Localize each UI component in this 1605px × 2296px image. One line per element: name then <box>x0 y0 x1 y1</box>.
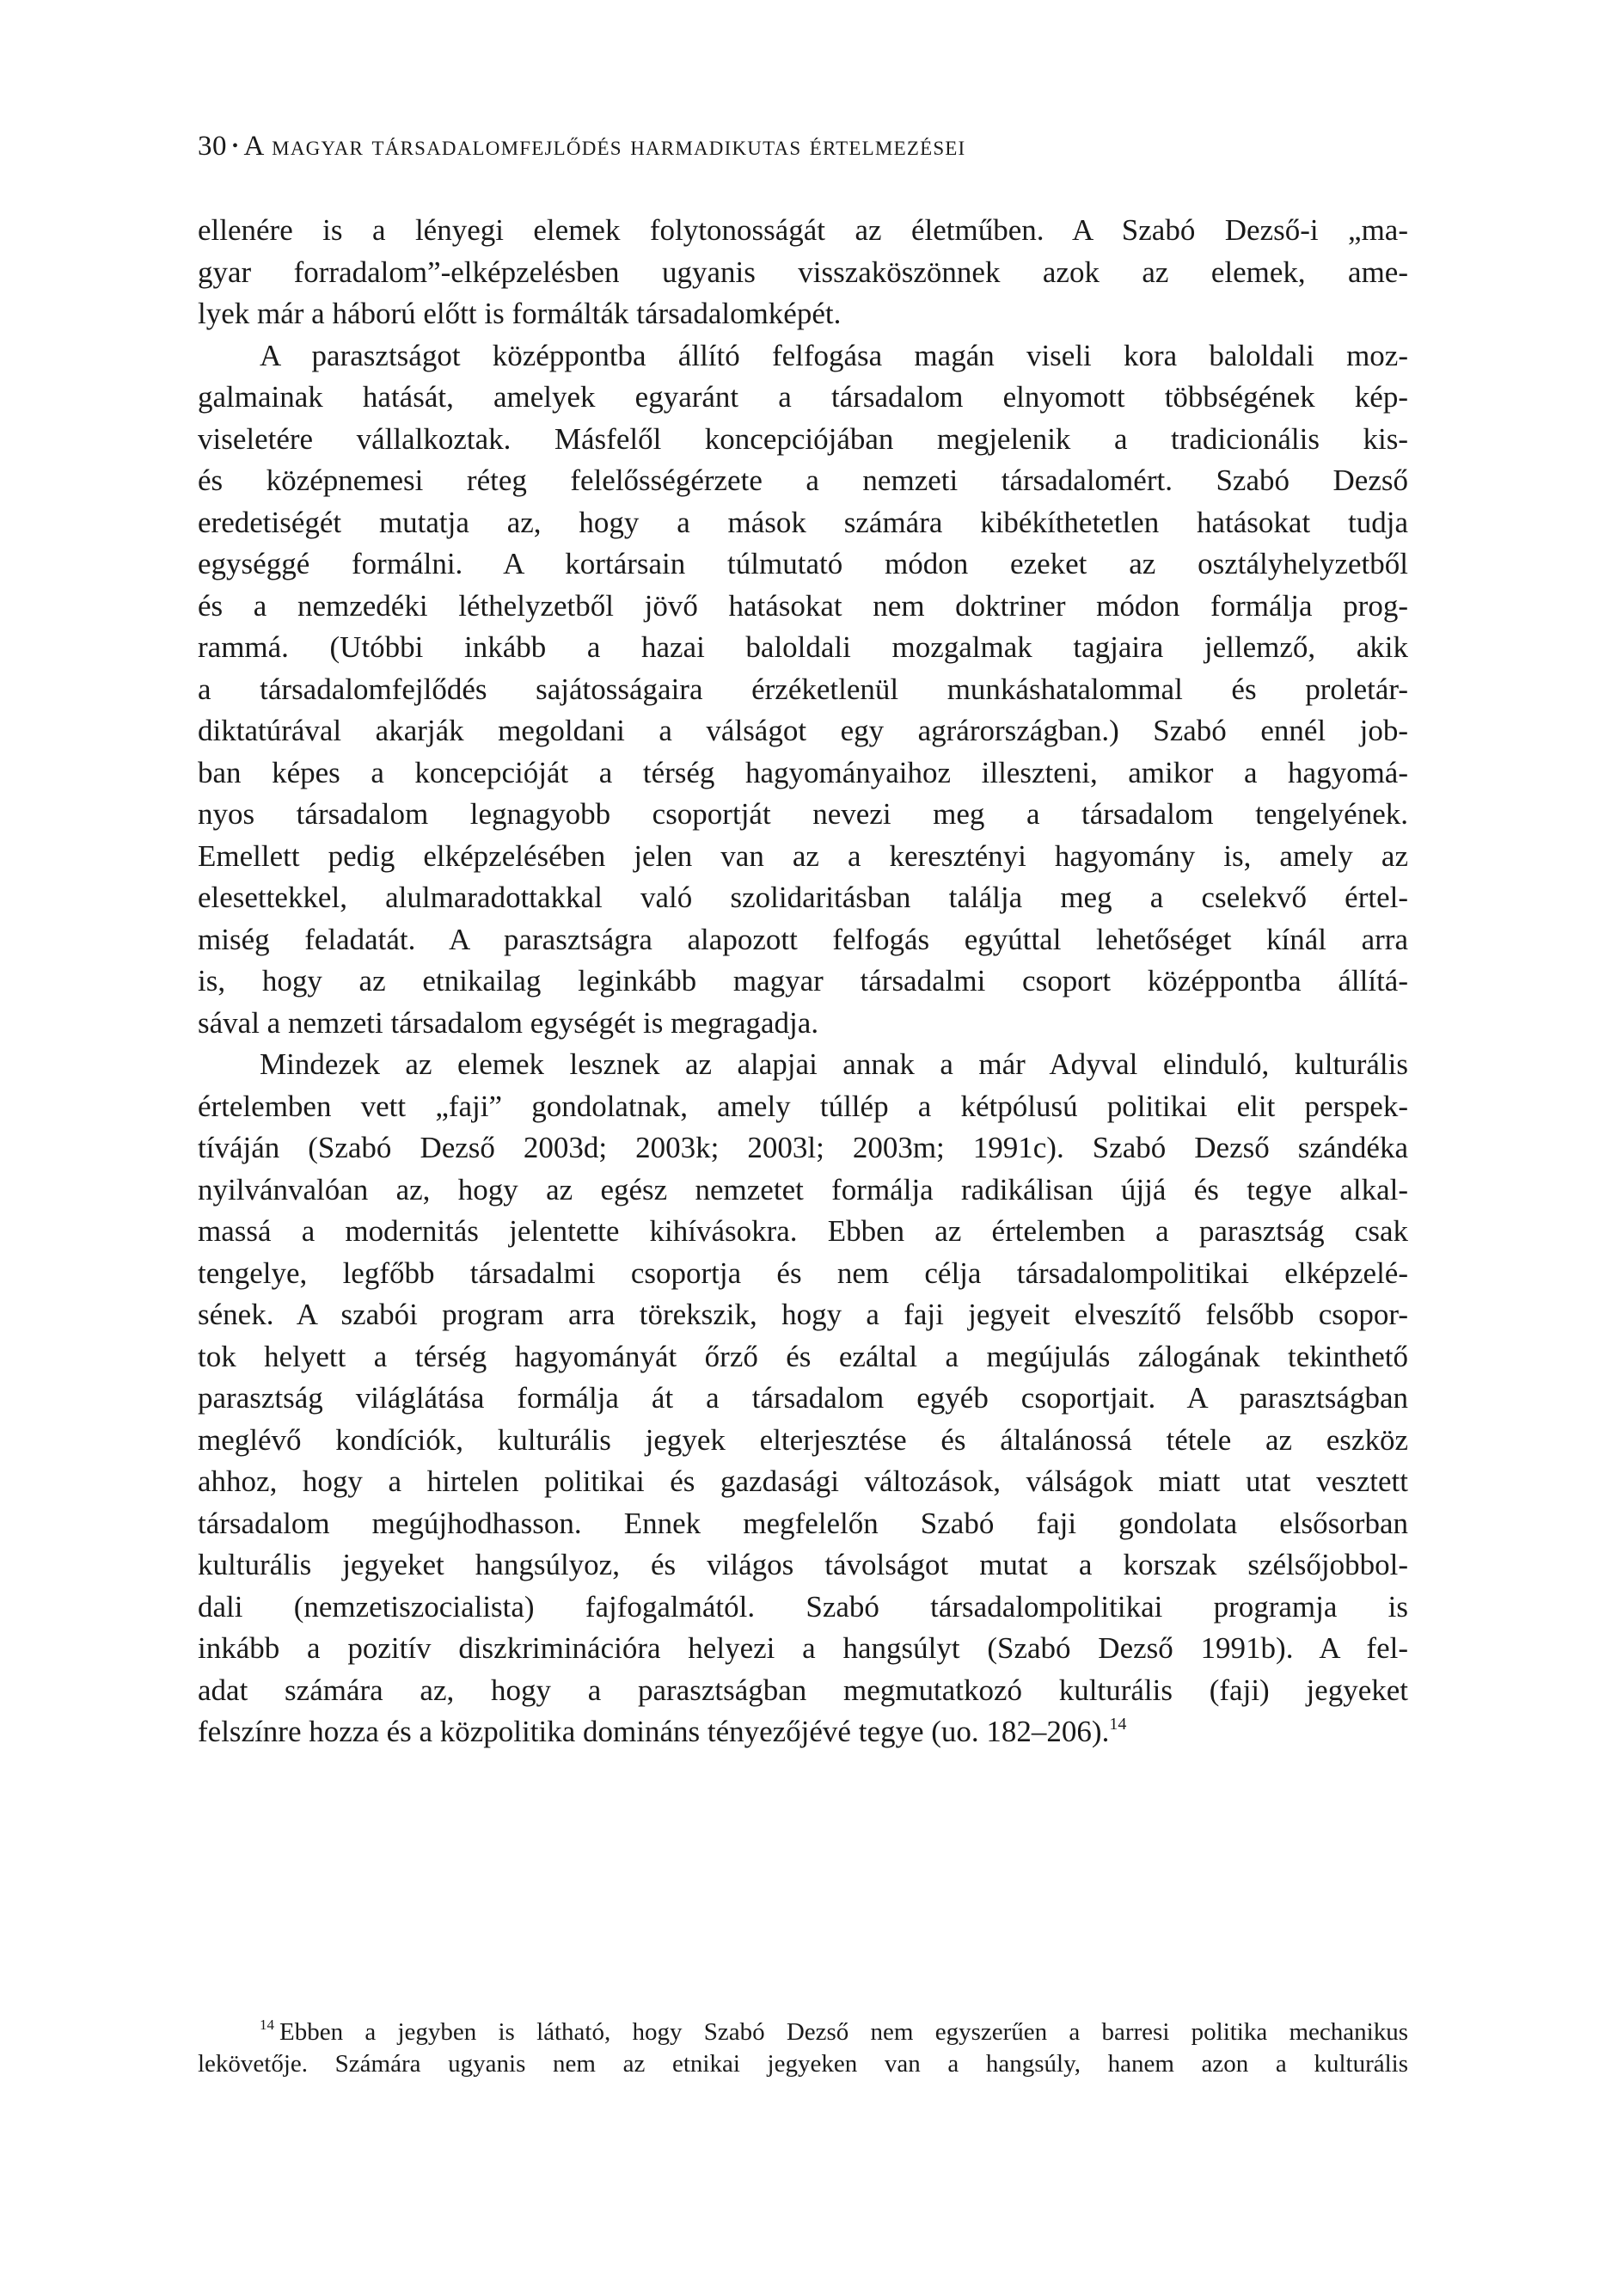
text-line: inkább a pozitív diszkriminációra helyezi a hangsúlyt (Szabó Dezső 1991b). A fel- <box>198 1631 1408 1665</box>
running-header <box>198 129 1410 163</box>
text-line: társadalom megújhodhasson. Ennek megfelelőn Szabó faji gondolata elsősorban <box>198 1506 1408 1540</box>
text-line: nyilvánvalóan az, hogy az egész nemzetet formálja radikálisan újjá és tegye alkal- <box>198 1172 1408 1206</box>
text-line: nyos társadalom legnagyobb csoportját nevezi meg a társadalom tengelyének. <box>198 797 1408 831</box>
text-line: diktatúrával akarják megoldani a válságot egy agrárországban.) Szabó ennél job- <box>198 714 1408 747</box>
footnote-reference[interactable]: 14 <box>1109 1715 1127 1734</box>
footnote-text: Ebben a jegyben is látható, hogy Szabó Dezső nem egyszerűen a barresi politika mechanikus <box>279 2018 1408 2046</box>
text-line: ellenére is a lényegi elemek folytonosságát az életműben. A Szabó Dezső-i „ma- <box>198 213 1408 247</box>
text-line: sával a nemzeti társadalom egységét is megragadja. <box>198 1005 819 1040</box>
text-line: galmainak hatását, amelyek egyaránt a társadalom elnyomott többségének kép- <box>198 380 1408 414</box>
text-line: parasztság világlátása formálja át a társadalom egyéb csoportjait. A parasztságban <box>198 1381 1408 1415</box>
text-line: egységgé formálni. A kortársain túlmutató módon ezeket az osztályhelyzetből <box>198 547 1408 580</box>
text-line: adat számára az, hogy a parasztságban megmutatkozó kulturális (faji) jegyeket <box>198 1673 1408 1707</box>
text-line: dali (nemzetiszocialista) fajfogalmától. Szabó társadalompolitikai programja is <box>198 1589 1408 1624</box>
text-line: viseletére vállalkoztak. Másfelől koncepciójában megjelenik a tradicionális kis- <box>198 421 1408 456</box>
footnote-line <box>198 2017 1408 2048</box>
bullet-separator-icon: • <box>232 137 239 156</box>
text-line: kulturális jegyeket hangsúlyoz, és világos távolságot mutat a korszak szélsőjobbol- <box>198 1548 1408 1581</box>
footnote-number: 14 <box>260 2017 274 2033</box>
text-line: értelemben vett „faji” gondolatnak, amely túllép a kétpólusú politikai elit perspek- <box>198 1089 1408 1123</box>
text-line: meglévő kondíciók, kulturális jegyek elterjesztése és általánossá tétele az eszköz <box>198 1422 1408 1457</box>
footnotes-section <box>198 2017 1408 2080</box>
main-text <box>198 210 1408 1753</box>
text-line: tok helyett a térség hagyományát őrző és ezáltal a megújulás zálogának tekinthető <box>198 1339 1408 1373</box>
text-line: felszínre hozza és a közpolitika domináns tényezőjévé tegye (uo. 182–206). <box>198 1715 1110 1748</box>
paragraph-start-line: Mindezek az elemek lesznek az alapjai annak a már Adyval elinduló, kulturális <box>260 1047 1408 1081</box>
text-line: is, hogy az etnikailag leginkább magyar társadalmi csoport középpontba állítá- <box>198 964 1408 998</box>
text-line: elesettekkel, alulmaradottakkal való szolidaritásban találja meg a cselekvő értel- <box>198 881 1408 914</box>
text-line: massá a modernitás jelentette kihívásokra. Ebben az értelemben a parasztság csak <box>198 1214 1408 1248</box>
text-line: miség feladatát. A parasztságra alapozott felfogás egyúttal lehetőséget kínál arra <box>198 922 1408 956</box>
text-line: ahhoz, hogy a hirtelen politikai és gazdasági változások, válságok miatt utat vesztett <box>198 1464 1408 1498</box>
text-line: gyar forradalom”-elképzelésben ugyanis visszaköszönnek azok az elemek, ame- <box>198 255 1408 289</box>
text-line-with-footnote <box>198 1711 1408 1753</box>
text-line: tengelye, legfőbb társadalmi csoportja és nem célja társadalompolitikai elképzelé- <box>198 1255 1408 1290</box>
footnote-line: lekövetője. Számára ugyanis nem az etnikai jegyeken van a hangsúly, hanem azon a kulturális <box>198 2050 1408 2078</box>
text-line: lyek már a háború előtt is formálták társadalomképét. <box>198 297 842 330</box>
paragraph-start-line: A parasztságot középpontba állító felfogása magán viseli kora baloldali moz- <box>260 338 1408 372</box>
text-line: Emellett pedig elképzelésében jelen van az a keresztényi hagyomány is, amely az <box>198 838 1408 873</box>
text-line: sének. A szabói program arra törekszik, hogy a faji jegyeit elveszítő felsőbb csopor- <box>198 1298 1408 1331</box>
text-line: tíváján (Szabó Dezső 2003d; 2003k; 2003l; 2003m; 1991c). Szabó Dezső szándéka <box>198 1131 1408 1164</box>
text-line: rammá. (Utóbbi inkább a hazai baloldali mozgalmak tagjaira jellemző, akik <box>198 630 1408 664</box>
text-line: és a nemzedéki léthelyzetből jövő hatásokat nem doktriner módon formálja prog- <box>198 588 1408 623</box>
text-line: ban képes a koncepcióját a térség hagyományaihoz illeszteni, amikor a hagyomá- <box>198 755 1408 789</box>
text-line: és középnemesi réteg felelősségérzete a nemzeti társadalomért. Szabó Dezső <box>198 463 1408 497</box>
text-line: a társadalomfejlődés sajátosságaira érzéketlenül munkáshatalommal és proletár- <box>198 672 1408 706</box>
text-line: eredetiségét mutatja az, hogy a mások számára kibékíthetetlen hatásokat tudja <box>198 505 1408 539</box>
page-number: 30 <box>198 131 227 162</box>
chapter-title: A magyar társadalomfejlődés harmadikutas értelmezései <box>243 131 966 162</box>
